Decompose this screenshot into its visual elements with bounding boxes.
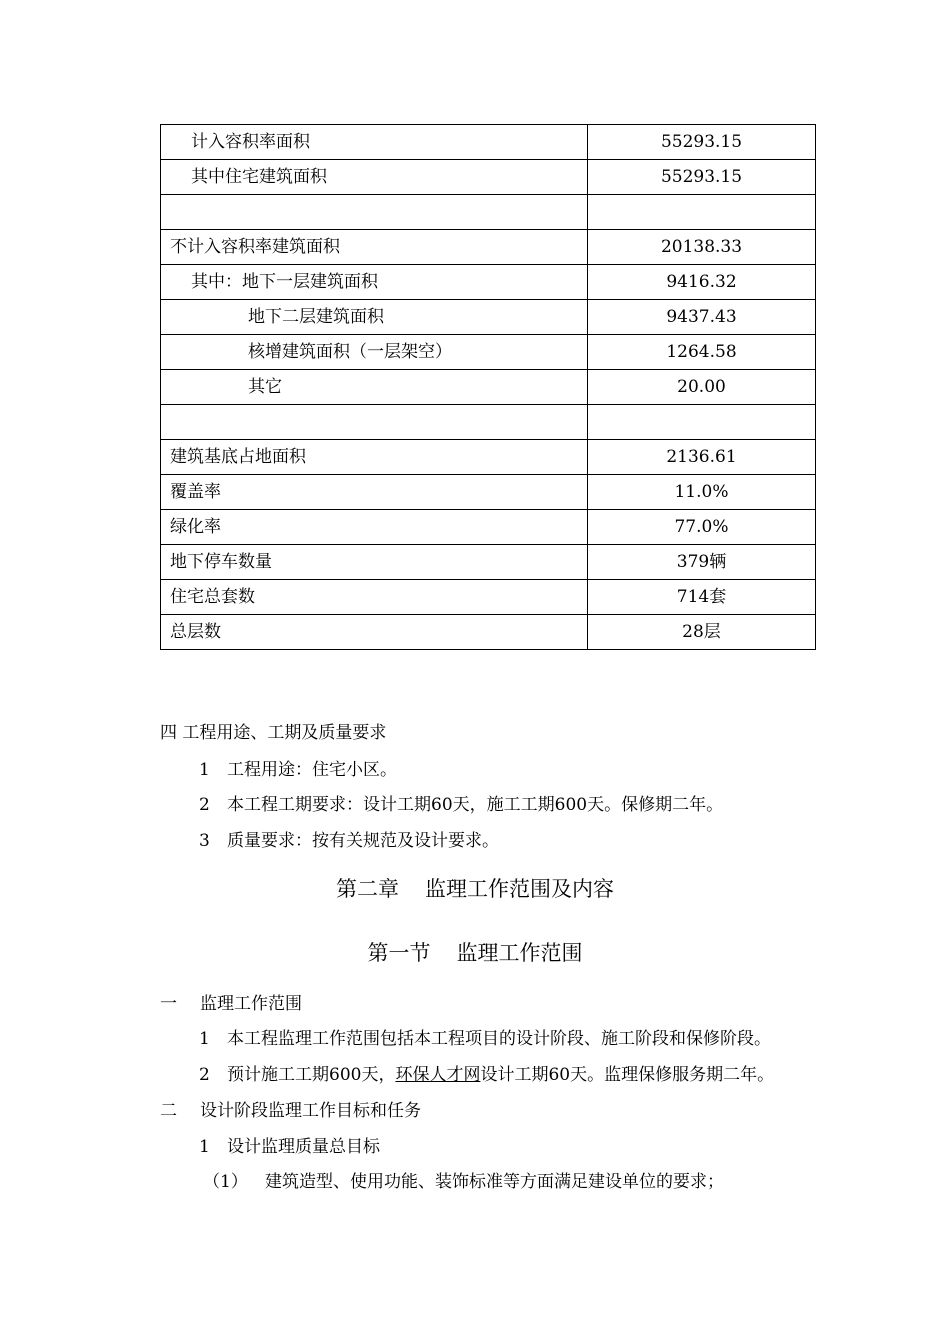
item-number: （1） — [203, 1172, 248, 1192]
row-value: 20.00 — [588, 370, 816, 405]
design-heading — [160, 1099, 421, 1123]
chapter-heading — [0, 874, 950, 904]
item-text: 工程用途：住宅小区。 — [227, 760, 397, 780]
row-value: 28层 — [588, 615, 816, 650]
section-heading — [0, 938, 950, 968]
list-item — [199, 1027, 771, 1051]
table-row — [161, 195, 816, 230]
table-row — [161, 580, 816, 615]
item-text: 设计监理质量总目标 — [227, 1137, 380, 1157]
table-row — [161, 405, 816, 440]
area-table — [160, 124, 816, 650]
item-number: 1 — [199, 1137, 210, 1157]
row-value: 714套 — [588, 580, 816, 615]
section4-heading: 四 工程用途、工期及质量要求 — [160, 723, 387, 743]
row-value — [588, 405, 816, 440]
table-row — [161, 615, 816, 650]
item-number: 2 — [199, 1065, 210, 1085]
row-value: 9416.32 — [588, 265, 816, 300]
list-item — [199, 829, 499, 853]
table-row — [161, 475, 816, 510]
section-number: 第一节 — [367, 941, 431, 965]
item-text: 预计施工工期600天， — [227, 1065, 396, 1085]
list-item — [203, 1170, 724, 1194]
row-value: 11.0% — [588, 475, 816, 510]
section-title: 监理工作范围 — [456, 941, 583, 965]
table-row — [161, 160, 816, 195]
table-row — [161, 370, 816, 405]
row-label: 核增建筑面积（一层架空） — [161, 335, 588, 370]
item-text: 设计工期60天。监理保修服务期二年。 — [480, 1065, 775, 1085]
heading-number: 一 — [160, 994, 177, 1014]
table-row — [161, 545, 816, 580]
chapter-title: 监理工作范围及内容 — [425, 877, 614, 901]
row-label: 不计入容积率建筑面积 — [161, 230, 588, 265]
item-text: 本工程监理工作范围包括本工程项目的设计阶段、施工阶段和保修阶段。 — [227, 1029, 771, 1049]
row-value: 55293.15 — [588, 160, 816, 195]
chapter-number: 第二章 — [336, 877, 399, 901]
list-item — [199, 758, 397, 782]
table-row — [161, 125, 816, 160]
row-value: 55293.15 — [588, 125, 816, 160]
row-value: 20138.33 — [588, 230, 816, 265]
row-label: 总层数 — [161, 615, 588, 650]
row-label: 覆盖率 — [161, 475, 588, 510]
list-item — [199, 1063, 774, 1087]
heading-title: 设计阶段监理工作目标和任务 — [200, 1101, 421, 1121]
item-number: 1 — [199, 1029, 210, 1049]
row-label: 其中住宅建筑面积 — [161, 160, 588, 195]
item-text: 质量要求：按有关规范及设计要求。 — [227, 831, 499, 851]
table-row — [161, 510, 816, 545]
item-text: 本工程工期要求：设计工期60天，施工工期600天。保修期二年。 — [227, 795, 724, 815]
row-label: 地下停车数量 — [161, 545, 588, 580]
item-number: 3 — [199, 831, 210, 851]
heading-number: 二 — [160, 1101, 177, 1121]
row-label: 住宅总套数 — [161, 580, 588, 615]
item-number: 2 — [199, 795, 210, 815]
row-label — [161, 195, 588, 230]
list-item — [199, 793, 723, 817]
item-number: 1 — [199, 760, 210, 780]
row-value — [588, 195, 816, 230]
row-value: 2136.61 — [588, 440, 816, 475]
hyperlink[interactable]: 环保人才网 — [395, 1065, 481, 1085]
row-label: 地下二层建筑面积 — [161, 300, 588, 335]
scope-heading — [160, 992, 302, 1016]
table-row — [161, 440, 816, 475]
table-row — [161, 265, 816, 300]
sub-heading — [199, 1135, 380, 1159]
row-value: 77.0% — [588, 510, 816, 545]
item-text: 建筑造型、使用功能、装饰标准等方面满足建设单位的要求； — [265, 1172, 724, 1192]
row-label: 计入容积率面积 — [161, 125, 588, 160]
row-label: 其中：地下一层建筑面积 — [161, 265, 588, 300]
heading-title: 监理工作范围 — [200, 994, 302, 1014]
row-value: 9437.43 — [588, 300, 816, 335]
row-label: 建筑基底占地面积 — [161, 440, 588, 475]
row-label: 其它 — [161, 370, 588, 405]
row-label — [161, 405, 588, 440]
row-value: 379辆 — [588, 545, 816, 580]
table-row — [161, 300, 816, 335]
row-label: 绿化率 — [161, 510, 588, 545]
table-row — [161, 335, 816, 370]
row-value: 1264.58 — [588, 335, 816, 370]
table-row — [161, 230, 816, 265]
